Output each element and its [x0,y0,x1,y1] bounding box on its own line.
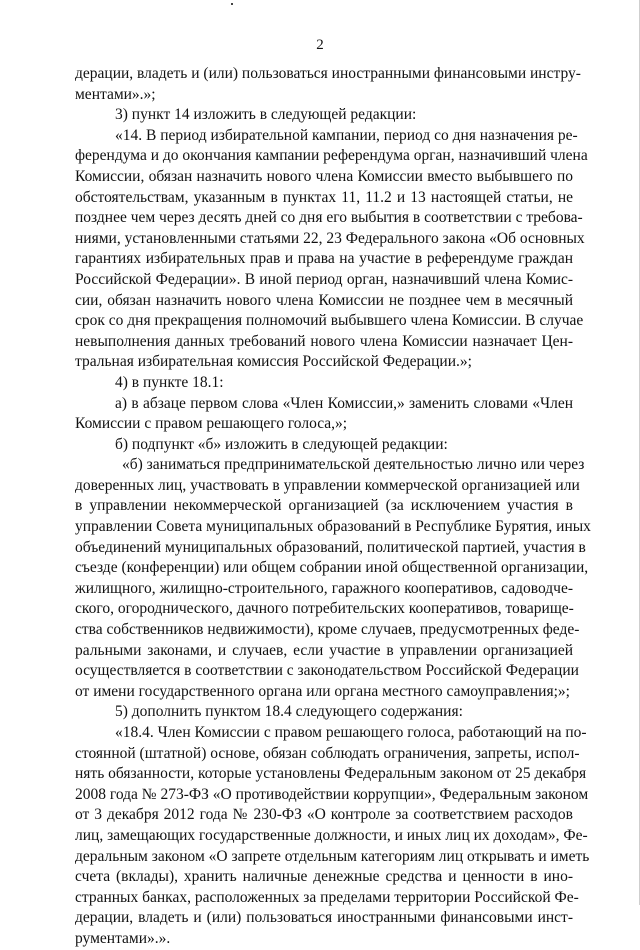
text-line: 4) в пункте 18.1: [115,373,224,391]
text-line: управлении Совета муниципальных образований в Республике Бурятия, иных [75,518,591,536]
text-line: невыполнения данных требований нового члена Комиссии назначает Цен- [75,332,573,350]
text-line: от 3 декабря 2012 года № 230-ФЗ «О контроле за соответствием расходов [75,806,573,824]
page-number: 2 [316,37,324,53]
text-line: странных банках, расположенных за пределами территории Российской Фе- [75,888,579,906]
text-line: нять обязанности, которые установлены Федеральным законом от 25 декабря [75,765,587,783]
text-line: ниями, установленными статьями 22, 23 Федерального закона «Об основных [75,229,585,247]
text-line: рументами».». [75,929,171,947]
text-line: ральными законами, и случаев, если участие в управлении организацией [75,641,573,659]
text-line: обстоятельствам, указанным в пунктах 11, 11.2 и 13 настоящей статьи, не [75,188,573,206]
text-line: осуществляется в соответствии с законодательством Российской Федерации [75,662,579,680]
text-line: б) подпункт «б» изложить в следующей редакции: [115,435,448,453]
text-line: Российской Федерации». В иной период орган, назначивший члена Комис- [75,270,573,288]
text-line: доверенных лиц, участвовать в управлении коммерческой организацией или [75,476,580,494]
text-line: дерации, владеть и (или) пользоваться иностранными финансовыми инстру- [75,65,581,82]
text-line: Комиссии, обязан назначить нового члена Комиссии вместо выбывшего по [75,167,573,185]
text-line: в управлении некоммерческой организацией (за исключением участия в [75,497,573,515]
text-line: позднее чем через десять дней со дня его выбытия в соответствии с требова- [75,209,583,227]
text-line: а) в абзаце первом слова «Член Комиссии,» заменить словами «Член [115,394,573,412]
text-line: ферендума и до окончания кампании референдума орган, назначивший члена [75,147,588,165]
text-line: деральным законом «О запрете отдельным категориям лиц открывать и иметь [75,847,590,865]
text-line: ментами».»; [75,85,156,103]
text-line: лиц, замещающих государственные должности, и иных лиц их доходам», Фе- [75,826,588,844]
scan-speck [231,3,233,5]
text-line: ства собственников недвижимости), кроме случаев, предусмотренных феде- [75,621,580,639]
text-line: 2008 года № 273-ФЗ «О противодействии коррупции», Федеральным законом [75,785,589,803]
text-line: сии, обязан назначить нового члена Комиссии не позднее чем в месячный [75,291,573,309]
text-line: 5) дополнить пунктом 18.4 следующего содержания: [115,703,463,721]
text-line: ского, огороднического, дачного потребительских кооперативов, товарище- [75,600,574,618]
text-line: жилищного, жилищно-строительного, гаражного кооперативов, садоводче- [75,579,573,597]
text-line: 3) пункт 14 изложить в следующей редакции: [115,106,417,124]
text-line: тральная избирательная комиссия Российской Федерации.»; [75,353,472,371]
text-line: Комиссии с правом решающего голоса,»; [75,415,348,433]
text-line: от имени государственного органа или органа местного самоуправления;»; [75,682,570,700]
text-line: срок со дня прекращения полномочий выбывшего члена Комиссии. В случае [75,312,584,330]
text-line: «14. В период избирательной кампании, период со дня назначения ре- [115,126,578,144]
text-line: счета (вклады), хранить наличные денежные средства и ценности в ино- [75,868,573,886]
text-line: съезде (конференции) или общем собрании иной общественной организации, [75,559,589,577]
text-line: «18.4. Член Комиссии с правом решающего голоса, работающий на по- [115,724,587,741]
text-line: гарантиях избирательных прав и права на участие в референдуме граждан [75,250,573,268]
text-line: стоянной (штатной) основе, обязан соблюдать ограничения, запреты, испол- [75,744,580,762]
text-line: «б) заниматься предпринимательской деятельностью лично или через [122,456,585,474]
text-line: дерации, владеть и (или) пользоваться иностранными финансовыми инст- [75,909,573,927]
document-body [75,64,591,950]
text-line: объединений муниципальных образований, политической партией, участия в [75,538,586,556]
